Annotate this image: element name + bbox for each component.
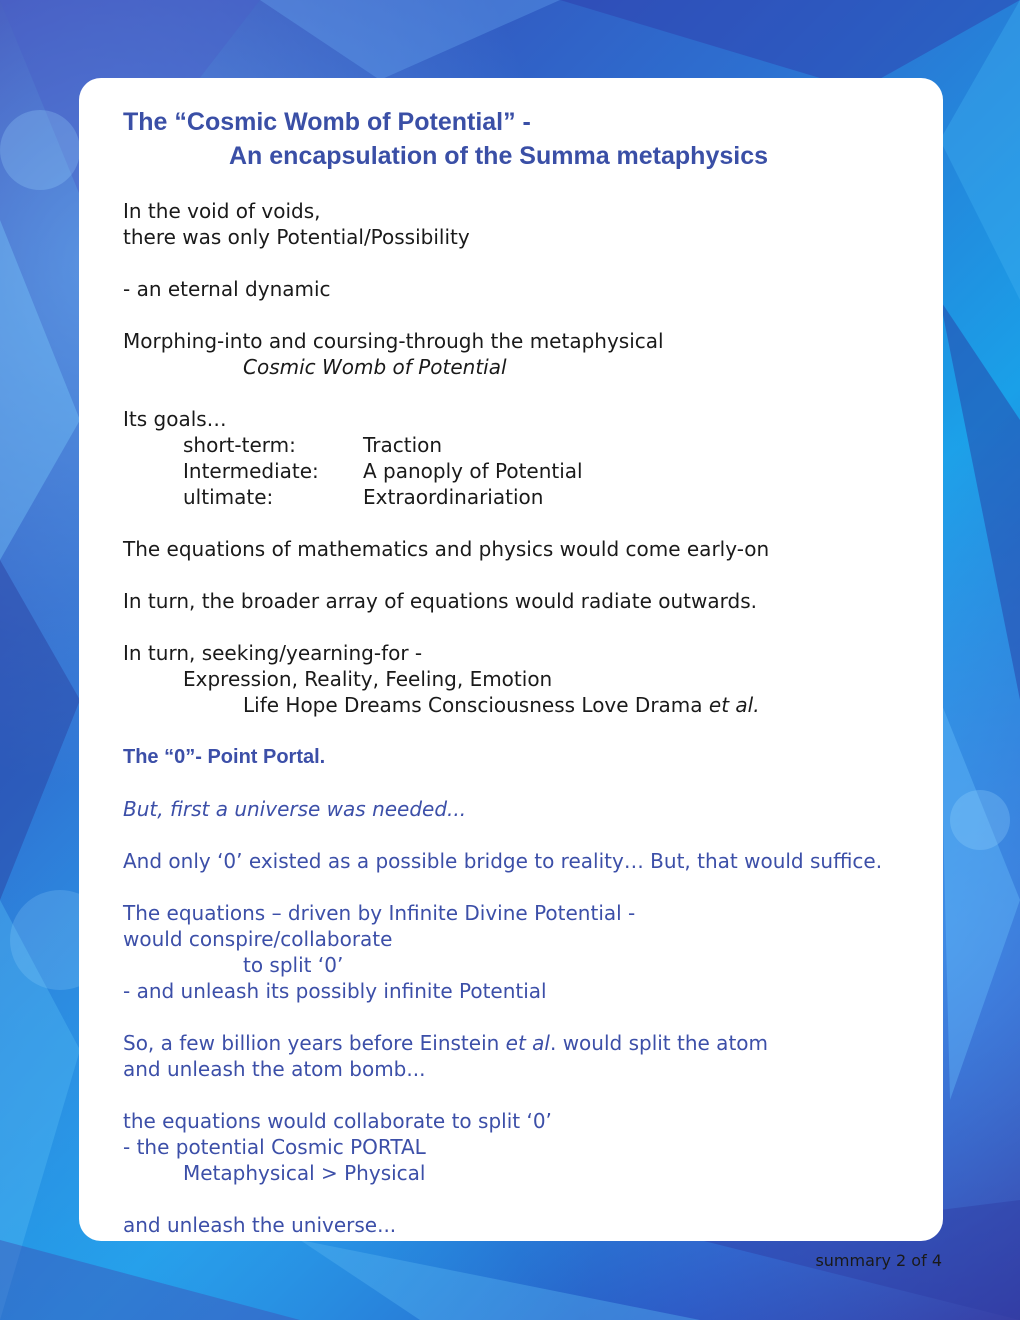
- body-text: - an eternal dynamic: [123, 277, 331, 301]
- goal-row: [183, 458, 583, 484]
- portal-text: the equations would collaborate to split ‘0’: [123, 1109, 552, 1133]
- portal-text: would conspire/collaborate: [123, 927, 393, 951]
- portal-text: and unleash the universe...: [123, 1213, 397, 1237]
- goal-value: Extraordinariation: [363, 485, 544, 509]
- portal-text: The equations – driven by Infinite Divine Potential -: [123, 901, 636, 925]
- body-text: there was only Potential/Possibility: [123, 225, 470, 249]
- portal-text: Metaphysical > Physical: [183, 1161, 426, 1185]
- portal-heading: The “0”- Point Portal.: [123, 746, 326, 768]
- body-text: Morphing-into and coursing-through the metaphysical: [123, 329, 664, 353]
- goal-term: short-term:: [183, 433, 296, 457]
- goal-term: ultimate:: [183, 485, 274, 509]
- goal-row: [183, 432, 443, 458]
- body-text: In turn, the broader array of equations would radiate outwards.: [123, 589, 757, 613]
- body-text-italic: et al.: [708, 693, 760, 717]
- goal-value: A panoply of Potential: [363, 459, 583, 483]
- body-text-span: Life Hope Dreams Consciousness Love Drama: [243, 693, 709, 717]
- goal-row: [183, 484, 544, 510]
- goals-heading: Its goals…: [123, 407, 227, 431]
- portal-text-span: So, a few billion years before Einstein: [123, 1031, 506, 1055]
- portal-text-span: . would split the atom: [549, 1031, 769, 1055]
- portal-text: [123, 1030, 768, 1056]
- portal-text: - the potential Cosmic PORTAL: [123, 1135, 426, 1159]
- portal-text: to split ‘0’: [243, 953, 344, 977]
- page-footer: summary 2 of 4: [815, 1251, 942, 1270]
- portal-intro: But, first a universe was needed...: [123, 797, 467, 821]
- body-text: In the void of voids,: [123, 199, 321, 223]
- body-text-italic: Cosmic Womb of Potential: [243, 355, 507, 379]
- portal-text-italic: et al: [505, 1031, 550, 1055]
- portal-text: and unleash the atom bomb...: [123, 1057, 426, 1081]
- portal-text: And only ‘0’ existed as a possible bridge to reality… But, that would suffice.: [123, 849, 883, 873]
- goal-term: Intermediate:: [183, 459, 319, 483]
- body-text: [243, 692, 760, 718]
- body-text: In turn, seeking/yearning-for -: [123, 641, 423, 665]
- body-text: Expression, Reality, Feeling, Emotion: [183, 667, 553, 691]
- title-line-2: An encapsulation of the Summa metaphysics: [229, 142, 769, 170]
- body-text: The equations of mathematics and physics would come early-on: [123, 537, 770, 561]
- portal-text: - and unleash its possibly infinite Potential: [123, 979, 547, 1003]
- title-line-1: The “Cosmic Womb of Potential” -: [123, 108, 531, 136]
- goal-value: Traction: [363, 433, 443, 457]
